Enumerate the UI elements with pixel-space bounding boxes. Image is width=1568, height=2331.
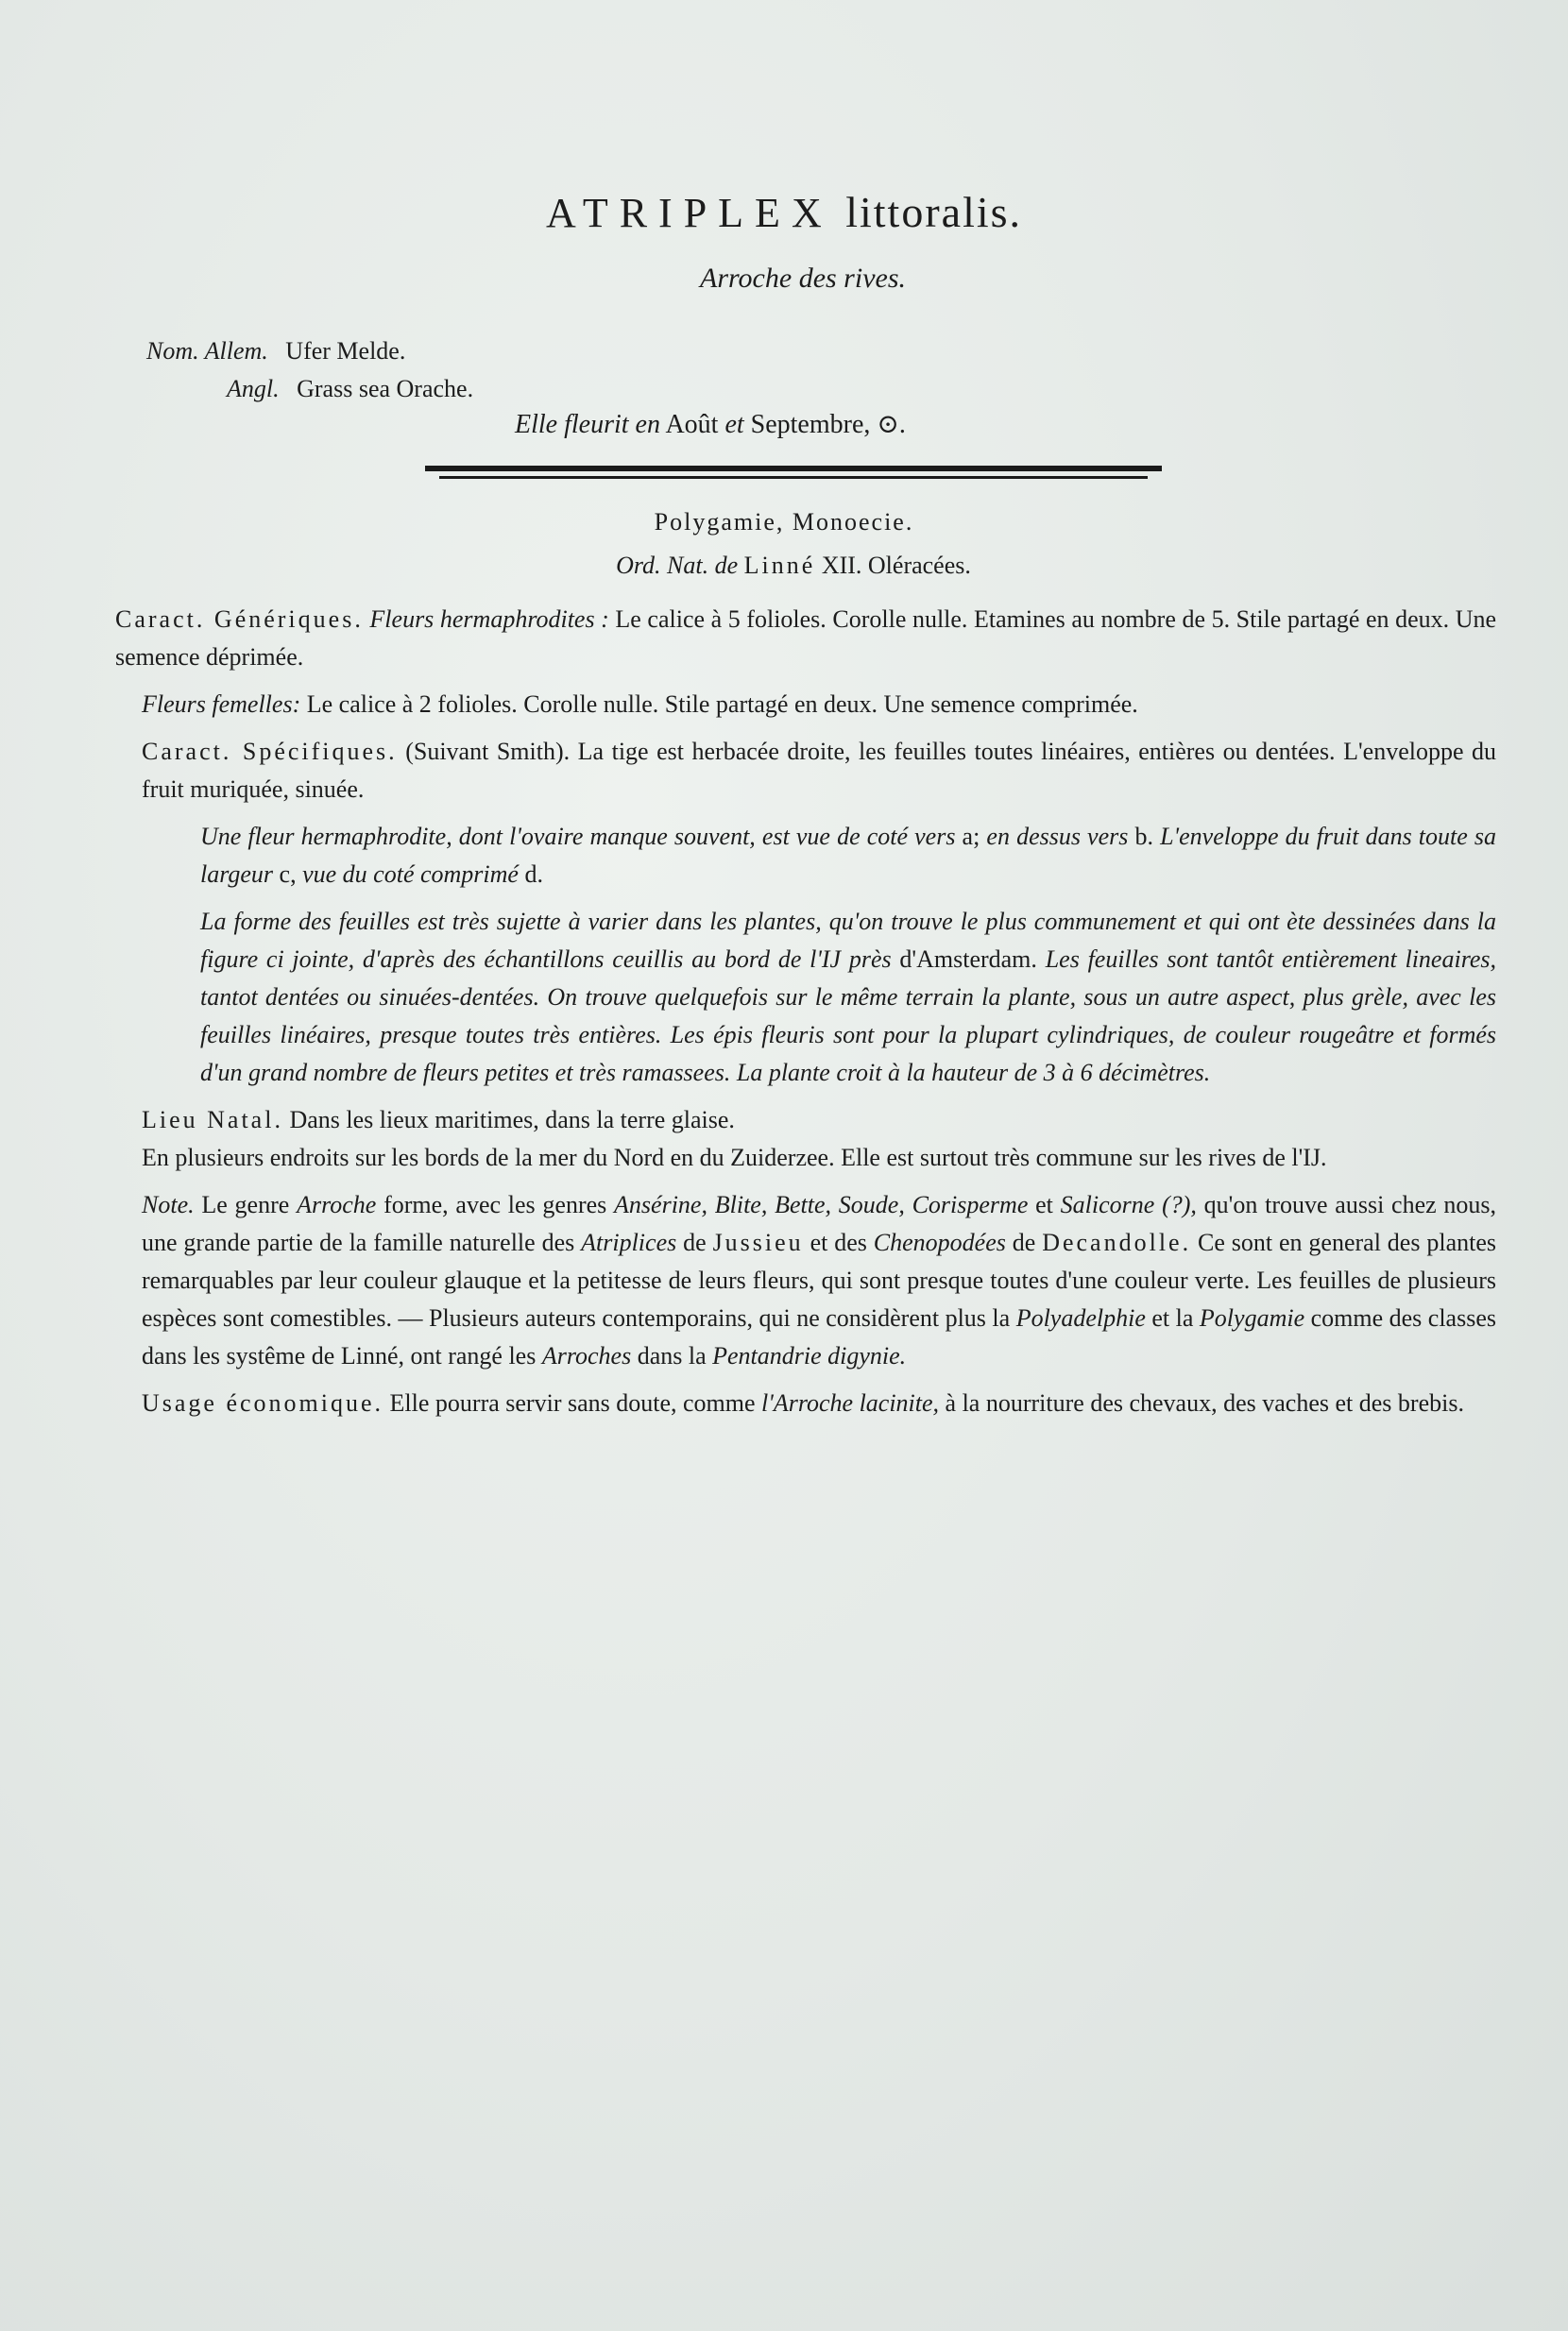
habitat	[115, 1101, 1496, 1139]
usage-label: Usage économique.	[142, 1389, 384, 1417]
variation-part2: Les feuilles sont tantôt entièrement lineaires, tantot dentées ou sinuées-dentées. On trouve quelquefois sur le même terrain la plante, sous un autre aspect, plus grèle, avec les feuilles linéaires, presque toutes très entières. Les épis fleuris sont pour la plupart cylindriques, de couleur rougeâtre et formés d'un grand nombre de fleurs petites et très ramassees. La plante croit à la hauteur de 3 à 6 décimètres.	[200, 945, 1497, 1086]
note-t8: Ce sont en general des plantes remarquables par leur couleur glauque et la petitesse de leurs fleurs, qui sont presque toutes d'une couleur verte. Les feuilles de plusieurs espèces sont comestibles. — Plusieurs auteurs contemporains, qui ne considèrent plus la	[142, 1229, 1497, 1332]
note-t9: et la	[1151, 1304, 1194, 1332]
order-label: Ord. Nat. de	[616, 552, 739, 579]
usage-t2: à la nourriture des chevaux, des vaches et des brebis.	[945, 1389, 1464, 1417]
note-g5: Soude,	[838, 1191, 905, 1218]
note-t11: dans la	[637, 1342, 707, 1370]
figure-ref-b: b.	[1134, 823, 1153, 850]
flowering-line	[515, 408, 906, 440]
usage-t1: Elle pourra servir sans doute, comme	[389, 1389, 756, 1417]
german-value: Ufer Melde.	[285, 337, 406, 365]
rule-thin	[439, 476, 1148, 479]
english-label: Angl.	[227, 375, 280, 402]
figure-note-part4: vue du coté comprimé	[302, 860, 519, 888]
note-g10: Polyadelphie	[1015, 1304, 1146, 1332]
usage-g1: l'Arroche lacinite,	[761, 1389, 940, 1417]
note-t2: forme, avec les genres	[383, 1191, 607, 1218]
note-g11: Polygamie	[1199, 1304, 1305, 1332]
generic-label: Caract. Génériques.	[115, 605, 364, 633]
annual-symbol: ⊙.	[877, 410, 906, 439]
note-g6: Corisperme	[912, 1191, 1029, 1218]
note-g13: Pentandrie digynie.	[712, 1342, 907, 1370]
natural-order	[0, 552, 1568, 580]
note-t3: et	[1035, 1191, 1053, 1218]
genus-name: ATRIPLEX	[545, 190, 833, 236]
french-name: Arroche des rives.	[700, 263, 906, 294]
habitat-label: Lieu Natal.	[142, 1106, 283, 1133]
note-t1: Le genre	[201, 1191, 290, 1218]
double-rule-divider	[425, 466, 1162, 483]
note-g1: Arroche	[297, 1191, 377, 1218]
note-t6: et des	[810, 1229, 867, 1256]
flowering-month2: Septembre,	[750, 410, 871, 439]
note-t7: de	[1012, 1229, 1036, 1256]
figure-note-part3: L'enveloppe du fruit dans toute sa largeur	[200, 823, 1497, 888]
page-title	[0, 187, 1568, 237]
note-label: Note.	[142, 1191, 195, 1218]
note-g8: Atriplices	[581, 1229, 677, 1256]
note-author-decandolle: Decandolle.	[1042, 1229, 1192, 1256]
description-body	[115, 601, 1496, 1432]
generic-characters	[115, 601, 1496, 676]
figure-ref-a: a;	[962, 823, 980, 850]
note-t5: de	[683, 1229, 707, 1256]
variation-note	[115, 903, 1496, 1092]
economic-usage	[115, 1385, 1496, 1422]
flowering-month1: Août	[665, 410, 719, 439]
note-g12: Arroches	[541, 1342, 632, 1370]
figure-note-part2: en dessus vers	[986, 823, 1129, 850]
linnaean-class: Polygamie, Monoecie.	[654, 508, 914, 536]
specific-text: La tige est herbacée droite, les feuilles toutes linéaires, entières ou dentées. L'enveloppe du fruit muriquée, sinuée.	[142, 738, 1497, 803]
english-name-row	[146, 370, 473, 408]
figure-note-part1: Une fleur hermaphrodite, dont l'ovaire manque souvent, est vue de coté vers	[200, 823, 956, 850]
note-g4: Bette,	[775, 1191, 832, 1218]
habitat-detail	[115, 1139, 1496, 1177]
hermaphrodite-label: Fleurs hermaphrodites :	[369, 605, 609, 633]
specific-label: Caract. Spécifiques.	[142, 738, 398, 765]
habitat-text: Dans les lieux maritimes, dans la terre glaise.	[289, 1106, 735, 1133]
variation-place: d'Amsterdam.	[899, 945, 1037, 973]
note-paragraph	[115, 1186, 1496, 1375]
german-label: Nom. Allem.	[146, 337, 268, 365]
figure-note	[115, 818, 1496, 893]
flowering-conj: et	[724, 410, 744, 439]
female-text: Le calice à 2 folioles. Corolle nulle. Stile partagé en deux. Une semence comprimée.	[306, 690, 1138, 718]
note-g3: Blite,	[714, 1191, 768, 1218]
specific-characters	[115, 733, 1496, 808]
order-author: Linné	[743, 552, 816, 579]
species-name: littoralis.	[845, 188, 1023, 236]
note-g2: Ansérine,	[614, 1191, 707, 1218]
note-author-jussieu: Jussieu	[712, 1229, 804, 1256]
note-t4: qu'on trouve aussi chez nous, une grande partie de la famille naturelle des	[142, 1191, 1497, 1256]
note-g7: Salicorne (?),	[1060, 1191, 1197, 1218]
hermaphrodite-text: Le calice à 5 folioles. Corolle nulle. Etamines au nombre de 5. Stile partagé en deux. Une semence déprimée.	[115, 605, 1497, 671]
note-t10: comme des classes dans les systême de Linné, ont rangé les	[142, 1304, 1496, 1370]
female-label: Fleurs femelles:	[142, 690, 301, 718]
figure-ref-d: d.	[524, 860, 543, 888]
common-names	[146, 332, 473, 408]
note-g9: Chenopodées	[873, 1229, 1006, 1256]
specific-source: (Suivant Smith).	[405, 738, 571, 765]
habitat-detail-text: En plusieurs endroits sur les bords de la mer du Nord en du Zuiderzee. Elle est surtout très commune sur les rives de l'IJ.	[142, 1144, 1327, 1171]
variation-part1: La forme des feuilles est très sujette à varier dans les plantes, qu'on trouve le plus communement et qui ont ète dessinées dans la figure ci jointe, d'après des échantillons ceuillis au bord de l'IJ près	[200, 908, 1496, 973]
rule-thick	[425, 466, 1162, 471]
figure-ref-c: c,	[279, 860, 297, 888]
female-flowers	[115, 686, 1496, 723]
german-name-row	[146, 332, 473, 370]
english-value: Grass sea Orache.	[297, 375, 474, 402]
order-value: XII. Oléracées.	[821, 552, 971, 579]
flowering-prefix: Elle fleurit en	[515, 410, 660, 439]
